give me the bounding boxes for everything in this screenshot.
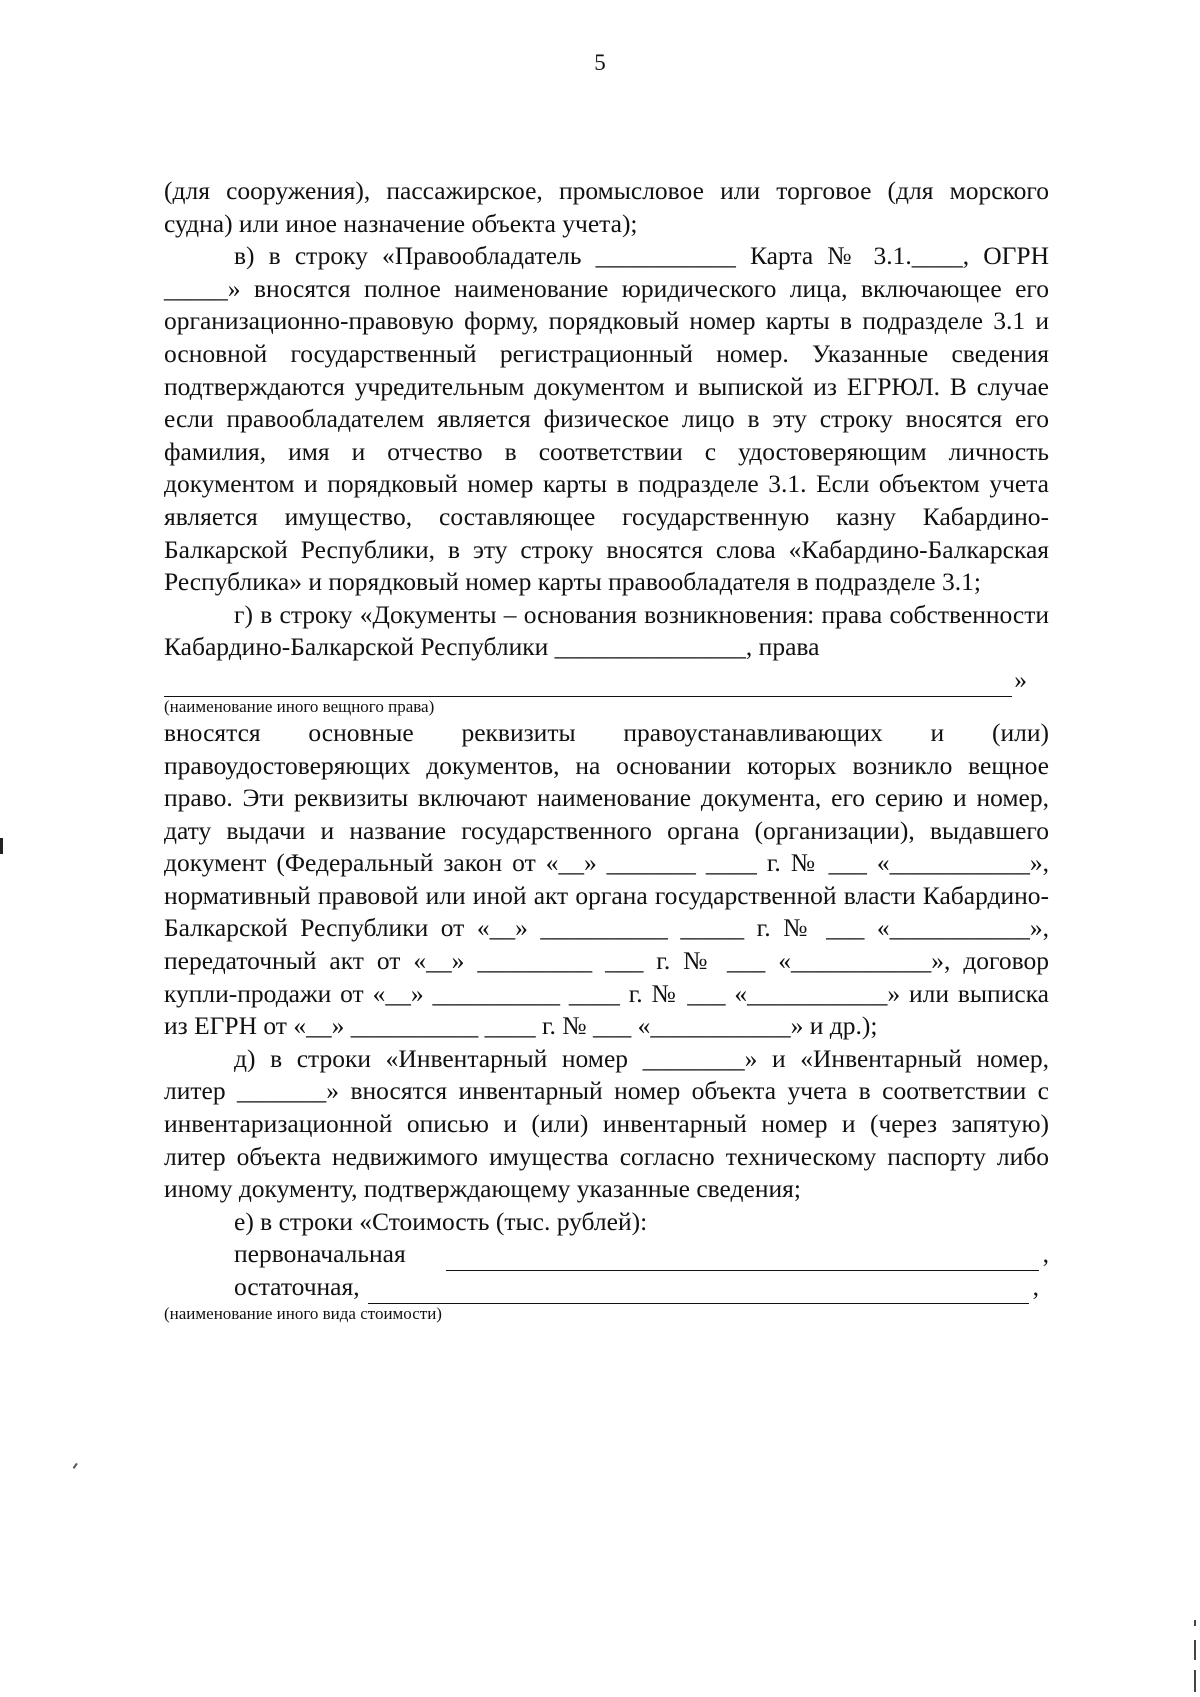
paragraph-rightholder: в) в строку «Правообладатель ___________ Карта № 3.1.____, ОГРН _____» вносятся полное наименование юридического лица, включающее его организационно-правовую форму, порядковый номер карты в подразделе 3.1 и основной государственный регистрационный номер. Указанные сведения подтверждаются учредительным документом и выпиской из ЕГРЮЛ. В случае если правообладателем является физическое лицо в эту строку вносятся его фамилия, имя и отчество в соответствии с удостоверяющим личность документом и порядковый номер карты в подразделе 3.1. Если объектом учета является имущество, составляющее государственную казну Кабардино-Балкарской Республики, в эту строку вносятся слова «Кабардино-Балкарская Республика» и порядковый номер карты правообладателя в подразделе 3.1; xyxy=(164,241,1049,597)
paragraph-inventory: д) в строки «Инвентарный номер ________» и «Инвентарный номер, литер _______» вносятся инвентарный номер объекта учета в соответствии с инвентаризационной описью и (или) инвентарный номер и (через запятую) литер объекта недвижимого имущества согласно техническому паспорту либо иному документу, подтверждающему указанные сведения; xyxy=(164,1043,1049,1204)
scan-mark xyxy=(0,838,3,854)
caption-other-right: (наименование иного вещного права) xyxy=(164,696,435,716)
document-body xyxy=(164,175,1049,1324)
fill-line xyxy=(368,1279,1029,1304)
cost-comma: , xyxy=(1032,1272,1039,1301)
cost-label-residual: остаточная, xyxy=(234,1272,360,1301)
cost-comma: , xyxy=(1042,1239,1049,1269)
paragraph-requisites: вносятся основные реквизиты правоустанавливающих и (или) правоудостоверяющих документов, на основании которых возникло вещное право. Эти реквизиты включают наименование документа, его серию и номер, дату выдачи и название государственного органа (организации), выдавшего документ (Федеральный закон от «__» _______ ____ г. № ___ «___________», нормативный правовой или иной акт органа государственной власти Кабардино-Балкарской Республики от «__» __________ _____ г. № ___ «___________», передаточный акт от «__» _________ ___ г. № ___ «___________», договор купли-продажи от «__» __________ ____ г. № ___ «___________» или выписка из ЕГРН от «__» __________ ____ г. № ___ «___________» и др.); xyxy=(164,717,1049,1041)
scan-mark xyxy=(73,1463,78,1469)
cost-row-residual xyxy=(164,1271,1049,1304)
page-number: 5 xyxy=(594,50,606,75)
other-right-blank xyxy=(164,664,1049,697)
fill-line xyxy=(446,1246,1039,1271)
scan-mark xyxy=(1194,1640,1196,1660)
paragraph-purpose: (для сооружения), пассажирское, промысловое или торговое (для морского судна) или иное назначение объекта учета); xyxy=(164,176,1049,238)
caption-other-cost: (наименование иного вида стоимости) xyxy=(164,1303,442,1323)
paragraph-cost: е) в строки «Стоимость (тыс. рублей): xyxy=(234,1206,648,1236)
paragraph-documents: г) в строку «Документы – основания возникновения: права собственности Кабардино-Балкарской Республики _______________, права xyxy=(164,599,1049,662)
cost-row-initial xyxy=(164,1238,1049,1271)
fill-line xyxy=(164,674,1012,697)
cost-label-initial: первоначальная xyxy=(234,1239,406,1269)
scan-mark xyxy=(1194,1620,1196,1626)
scan-mark xyxy=(1194,1670,1196,1692)
closing-quote: » xyxy=(1014,665,1027,695)
